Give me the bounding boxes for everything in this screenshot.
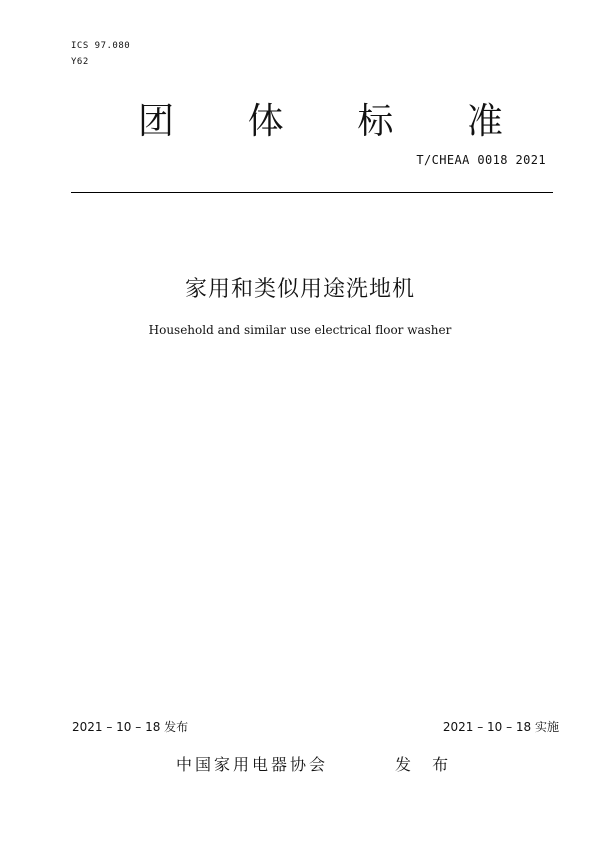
standard-type-char: 准: [466, 101, 503, 142]
chinese-title: 家用和类似用途洗地机: [184, 277, 415, 302]
standard-type-char: 团: [138, 101, 175, 142]
standard-type-char: 标: [357, 101, 394, 142]
issue-label: 发 布: [395, 755, 457, 774]
standard-number: T/CHEAA 0018 2021: [416, 153, 546, 167]
standard-type-title: [138, 102, 503, 142]
classification-code: Y62: [71, 57, 89, 67]
ics-code: ICS 97.080: [71, 41, 131, 51]
standard-type-char: 体: [247, 101, 284, 142]
issuing-organization: 中国家用电器协会: [176, 755, 329, 774]
header-divider: [71, 192, 553, 193]
english-title: Household and similar use electrical floor washer: [148, 323, 452, 337]
publish-date: 2021 – 10 – 18 发布: [72, 720, 189, 734]
implement-date: 2021 – 10 – 18 实施: [442, 720, 559, 734]
